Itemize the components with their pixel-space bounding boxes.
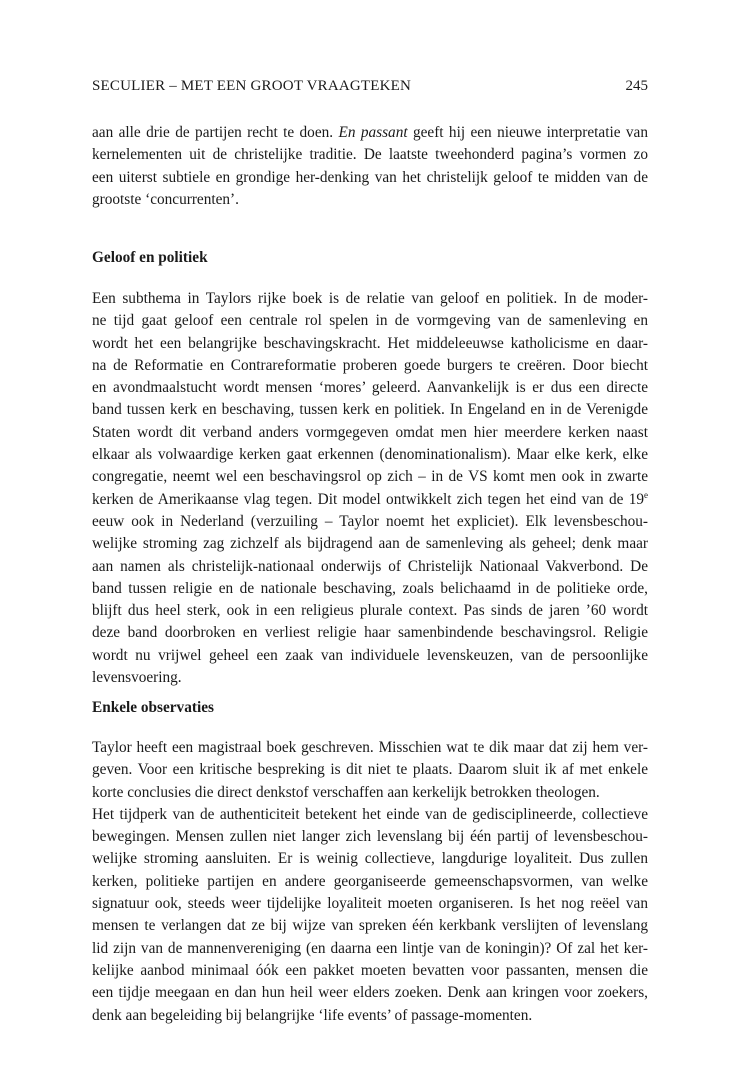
page-header [92,78,648,102]
paragraph-line: wordt nu vrijwel geheel een zaak van individuele levenskeuzen, van de persoonlijke [92,646,648,664]
intro-paragraph [92,122,648,211]
paragraph-line: mensen te verlangen dat ze bij wijze van spreken één kerkbank verslijten of levenslang [92,917,648,935]
paragraph-line: blijft dus heel sterk, ook in een religieus plurale context. Pas sinds de jaren ’60 wordt [92,602,648,620]
paragraph-line: en avondmaalstucht wordt mensen ‘mores’ geleerd. Aanvankelijk is er dus een directe [92,379,648,397]
paragraph-line: korte conclusies die direct denkstof verschaffen aan kerkelijk betrokken theologen. [92,783,600,801]
paragraph-line: een uiterst subtiele en grondige her-denking van het christelijk geloof te midden van de [92,168,648,186]
paragraph-line: wordt het een belangrijke beschavingskracht. Het middeleeuwse katholicisme en daar- [92,334,648,352]
section-heading-enkele-observaties: Enkele observaties [92,699,214,716]
paragraph-line: bewegingen. Mensen zullen niet langer zich levenslang bij één partij of levensbeschou- [92,828,648,846]
paragraph-line: kerken, politieke partijen en andere georganiseerde gemeenschapsvormen, van welke [92,872,648,890]
paragraph-line: Een subthema in Taylors rijke boek is de relatie van geloof en politiek. In de moder- [92,290,648,307]
paragraph-line: lid zijn van de mannenvereniging (en daarna een lintje van de koningin)? Of zal het ker- [92,939,648,957]
paragraph-line: Taylor heeft een magistraal boek geschreven. Misschien wat te dik maar dat zij hem ver- [92,739,648,756]
paragraph-line: Het tijdperk van de authenticiteit betekent het einde van de gedisciplineerde, collectieve [92,805,648,823]
paragraph-line: ne tijd gaat geloof een centrale rol spelen in de vormgeving van de samenleving en [92,312,648,330]
italic-phrase: En passant [338,124,408,141]
section1-paragraph [92,288,648,689]
paragraph-line: kerken de Amerikaanse vlag tegen. Dit model ontwikkelt zich tegen het eind van de 19e [92,489,648,508]
paragraph-line: band tussen religie en de nationale beschaving, zoals belichaamd in de politieke orde, [92,579,648,597]
paragraph-line: denk aan begeleiding bij belangrijke ‘life events’ of passage-momenten. [92,1006,533,1024]
paragraph-line: grootste ‘concurrenten’. [92,190,239,208]
section2-paragraph [92,737,648,1027]
paragraph-line: na de Reformatie en Contrareformatie proberen goede burgers te creëren. Door biecht [92,356,648,374]
paragraph-line: kernelementen uit de christelijke traditie. De laatste tweehonderd pagina’s vormen zo [92,146,648,164]
paragraph-line: een tijdje meegaan en dan hun heil weer elders zoeken. Denk aan kringen voor zoekers, [92,984,648,1002]
paragraph-line: congregatie, neemt wel een beschavingsrol op zich – in de VS komt men ook in zwarte [92,468,648,486]
page-number: 245 [625,78,648,94]
paragraph-line: aan alle drie de partijen recht te doen. En passant geeft hij een nieuwe interpretatie van [92,124,648,141]
paragraph-line: aan namen als christelijk-nationaal onderwijs of Christelijk Nationaal Vakverbond. De [92,557,648,575]
paragraph-line: welijke stroming aansluiten. Er is weinig collectieve, langdurige loyaliteit. Dus zullen [92,850,648,868]
paragraph-line: Staten wordt dit verband anders vormgegeven omdat men hier meerdere kerken naast [92,423,648,441]
section-heading-geloof-en-politiek: Geloof en politiek [92,249,208,266]
paragraph-line: signatuur ook, steeds weer tijdelijke loyaliteit moeten organiseren. Is het nog reëel van [92,895,648,913]
superscript-e: e [644,489,648,500]
paragraph-line: welijke stroming zag zichzelf als bijdragend aan de samenleving als geheel; denk maar [92,535,648,553]
paragraph-line: deze band doorbroken en verliest religie haar samenbindende beschavingsrol. Religie [92,624,648,642]
paragraph-line: kelijke aanbod minimaal óók een pakket moeten bevatten voor passanten, mensen die [92,961,648,979]
paragraph-line: elkaar als volwaardige kerken gaat erkennen (denominationalism). Maar elke kerk, elke [92,446,648,464]
paragraph-line: levensvoering. [92,669,182,687]
running-title: SECULIER – MET EEN GROOT VRAAGTEKEN [92,78,412,94]
paragraph-line: geven. Voor een kritische bespreking is dit niet te plaats. Daarom sluit ik af met enkele [92,761,648,779]
paragraph-line: band tussen kerk en beschaving, tussen kerk en politiek. In Engeland en in de Verenigde [92,401,648,419]
paragraph-line: eeuw ook in Nederland (verzuiling – Taylor noemt het expliciet). Elk levensbeschou- [92,512,648,530]
